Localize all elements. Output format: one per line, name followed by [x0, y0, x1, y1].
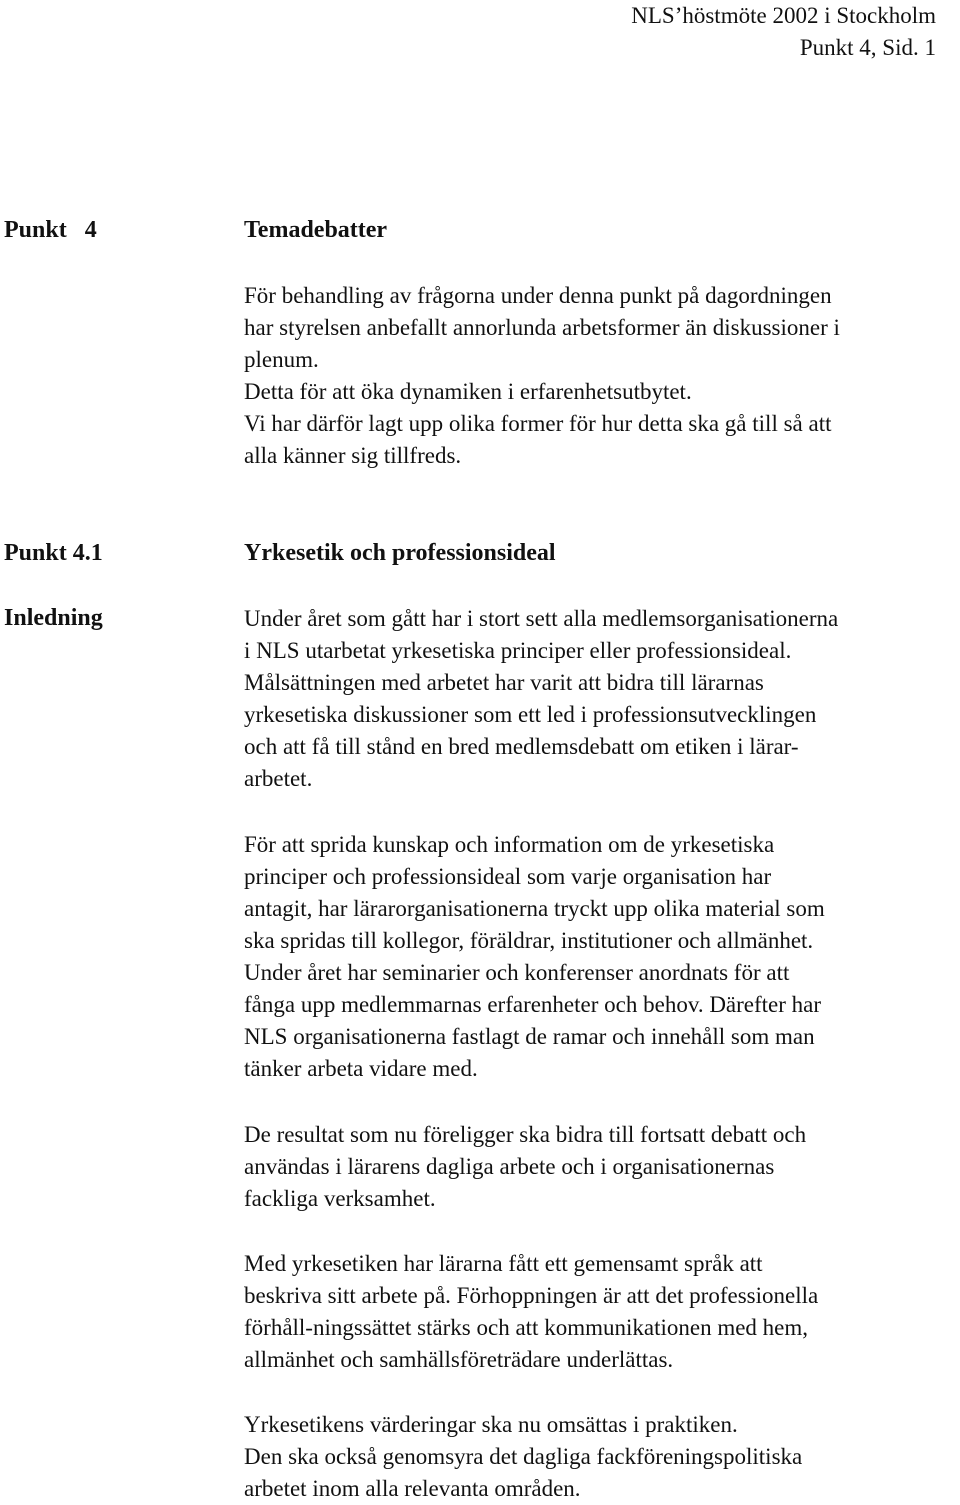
paragraph-line: De resultat som nu föreligger ska bidra till fortsatt debatt och — [244, 1122, 807, 1147]
header-meeting-title: NLS’höstmöte 2002 i Stockholm — [631, 3, 936, 28]
paragraph-line: allmänhet och samhällsföreträdare underlättas. — [244, 1347, 674, 1372]
paragraph-line: tänker arbeta vidare med. — [244, 1056, 478, 1081]
paragraph-line: förhåll-ningssättet stärks och att kommunikationen med hem, — [244, 1315, 809, 1340]
paragraph-line: För att sprida kunskap och information om de yrkesetiska — [244, 832, 775, 857]
section-label-punkt-4: Punkt 4 — [4, 217, 97, 243]
paragraph-line: Yrkesetikens värderingar ska nu omsättas i praktiken. — [244, 1412, 738, 1437]
paragraph-line: principer och professionsideal som varje organisation har — [244, 864, 772, 889]
paragraph-line: fånga upp medlemmarnas erfarenheter och behov. Därefter har — [244, 992, 822, 1017]
paragraph-line: NLS organisationerna fastlagt de ramar och innehåll som man — [244, 1024, 815, 1049]
paragraph-line: beskriva sitt arbete på. Förhoppningen är att det professionella — [244, 1283, 819, 1308]
paragraph-line: Under året har seminarier och konferenser anordnats för att — [244, 960, 790, 985]
paragraph-line: Den ska också genomsyra det dagliga fackföreningspolitiska — [244, 1444, 803, 1469]
paragraph-line: i NLS utarbetat yrkesetiska principer eller professionsideal. — [244, 638, 792, 663]
paragraph-line: arbetet inom alla relevanta områden. — [244, 1476, 581, 1501]
paragraph-line: Med yrkesetiken har lärarna fått ett gemensamt språk att — [244, 1251, 763, 1276]
paragraph-line: användas i lärarens dagliga arbete och i organisationernas — [244, 1154, 775, 1179]
paragraph-line: och att få till stånd en bred medlemsdebatt om etiken i lärar- — [244, 734, 799, 759]
section-label-punkt-4-1: Punkt 4.1 — [4, 540, 103, 566]
paragraph-line: ska spridas till kollegor, föräldrar, institutioner och allmänhet. — [244, 928, 814, 953]
paragraph-line: yrkesetiska diskussioner som ett led i professionsutvecklingen — [244, 702, 817, 727]
paragraph-line: Vi har därför lagt upp olika former för hur detta ska gå till så att — [244, 411, 832, 436]
section-sublabel-inledning: Inledning — [4, 605, 103, 631]
section-heading-yrkesetik: Yrkesetik och professionsideal — [244, 540, 556, 566]
section1-paragraph — [244, 280, 960, 472]
paragraph-line: fackliga verksamhet. — [244, 1186, 436, 1211]
paragraph-line: Under året som gått har i stort sett alla medlemsorganisationerna — [244, 606, 839, 631]
section-heading-temadebatter: Temadebatter — [244, 217, 388, 243]
paragraph-line: antagit, har lärarorganisationerna tryckt upp olika material som — [244, 896, 825, 921]
header-page-reference: Punkt 4, Sid. 1 — [799, 35, 936, 60]
paragraph-line: Målsättningen med arbetet har varit att bidra till lärarnas — [244, 670, 764, 695]
paragraph-line: har styrelsen anbefallt annorlunda arbetsformer än diskussioner i — [244, 315, 840, 340]
paragraph-line: För behandling av frågorna under denna punkt på dagordningen — [244, 283, 832, 308]
paragraph-line: Detta för att öka dynamiken i erfarenhetsutbytet. — [244, 379, 692, 404]
section2-paragraph-5 — [244, 1409, 960, 1505]
paragraph-line: plenum. — [244, 347, 319, 372]
section2-paragraph-3 — [244, 1119, 960, 1215]
section2-paragraph-4 — [244, 1248, 960, 1376]
paragraph-line: arbetet. — [244, 766, 313, 791]
paragraph-line: alla känner sig tillfreds. — [244, 443, 462, 468]
page-header — [631, 0, 936, 64]
section2-paragraph-1 — [244, 603, 960, 795]
section2-paragraph-2 — [244, 829, 960, 1085]
